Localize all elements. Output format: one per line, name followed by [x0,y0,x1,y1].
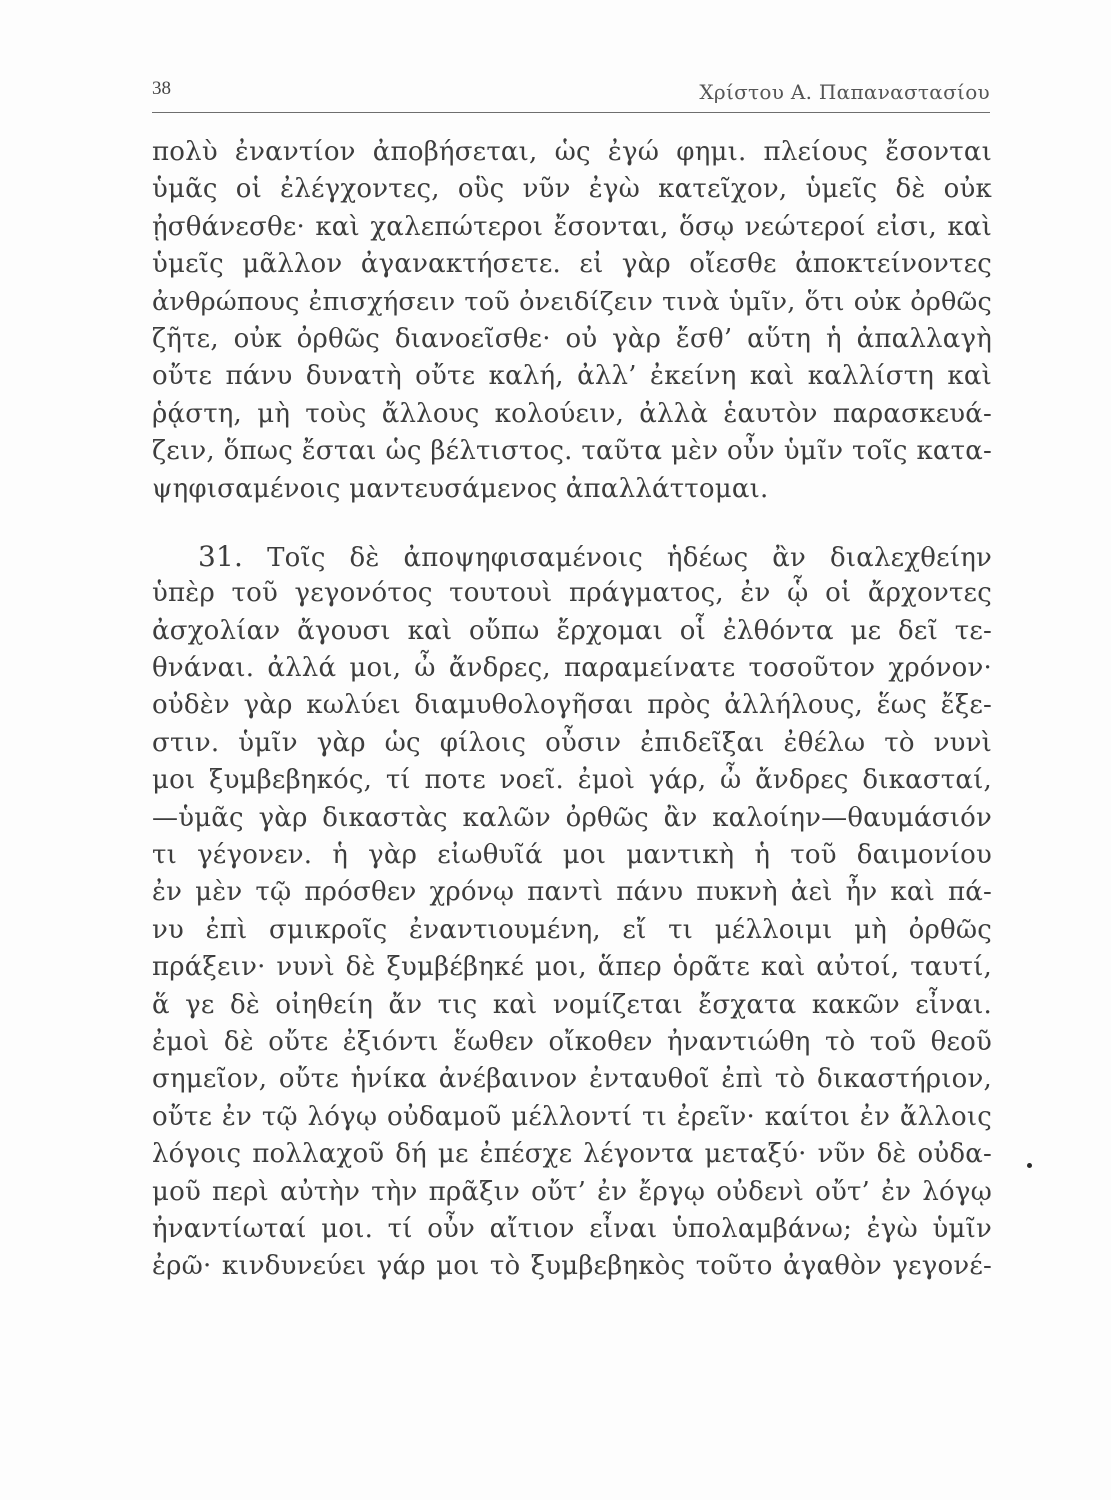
running-head: Χρίστου Α. Παπαναστασίου [699,80,990,104]
text-line: —ὑμᾶς γὰρ δικαστὰς καλῶν ὀρθῶς ἂν καλοίην—θαυμάσιόν [152,802,992,833]
text-line: ἀνθρώπους ἐπισχήσειν τοῦ ὀνειδίζειν τινὰ ὑμῖν, ὅτι οὐκ ὀρθῶς [152,286,992,317]
text-line: οὔτε πάνυ δυνατὴ οὔτε καλή, ἀλλ’ ἐκείνη καὶ καλλίστη καὶ [152,361,992,392]
text-line: στιν. ὑμῖν γὰρ ὡς φίλοις οὖσιν ἐπιδεῖξαι ἐθέλω τὸ νυνὶ [152,727,992,758]
page-number: 38 [152,78,171,99]
text-line: ἐρῶ· κινδυνεύει γάρ μοι τὸ ξυμβεβηκὸς τοῦτο ἀγαθὸν γεγονέ- [152,1251,992,1282]
text-line: ὑπὲρ τοῦ γεγονότος τουτουὶ πράγματος, ἐν ᾧ οἱ ἄρχοντες [152,578,992,609]
text-line: ψηφισαμένοις μαντευσάμενος ἀπαλλάττομαι. [152,473,769,504]
header-rule [152,112,990,113]
text-line: ζῆτε, οὐκ ὀρθῶς διανοεῖσθε· οὐ γὰρ ἔσθ’ αὕτη ἡ ἀπαλλαγὴ [152,323,992,354]
text-line: μοῦ περὶ αὐτὴν τὴν πρᾶξιν οὔτ’ ἐν ἔργῳ οὐδενὶ οὔτ’ ἐν λόγῳ [152,1176,992,1207]
text-line: πράξειν· νυνὶ δὲ ξυμβέβηκέ μοι, ἅπερ ὁρᾶτε καὶ αὐτοί, ταυτί, [152,952,992,983]
text-line: ἅ γε δὲ οἰηθείη ἄν τις καὶ νομίζεται ἔσχατα κακῶν εἶναι. [152,989,992,1020]
text-line: ὑμᾶς οἱ ἐλέγχοντες, οὓς νῦν ἐγὼ κατεῖχον, ὑμεῖς δὲ οὐκ [152,174,992,205]
text-line: λόγοις πολλαχοῦ δή με ἐπέσχε λέγοντα μεταξύ· νῦν δὲ οὐδα- [152,1139,992,1170]
text-line: μοι ξυμβεβηκός, τί ποτε νοεῖ. ἐμοὶ γάρ, ὦ ἄνδρες δικασταί, [152,765,992,796]
text-line: ἠναντίωταί μοι. τί οὖν αἴτιον εἶναι ὑπολαμβάνω; ἐγὼ ὑμῖν [152,1213,992,1244]
paragraph-1 [152,134,992,508]
text-line: τι γέγονεν. ἡ γὰρ εἰωθυῖά μοι μαντικὴ ἡ τοῦ δαιμονίου [152,840,992,871]
text-line: ἐν μὲν τῷ πρόσθεν χρόνῳ παντὶ πάνυ πυκνὴ ἀεὶ ἦν καὶ πά- [152,877,992,908]
paragraph-2 [152,538,992,1286]
text-line: ζειν, ὅπως ἔσται ὡς βέλτιστος. ταῦτα μὲν οὖν ὑμῖν τοῖς κατα- [152,436,992,467]
page-header [152,74,990,108]
text-line: οὐδὲν γὰρ κωλύει διαμυθολογῆσαι πρὸς ἀλλήλους, ἕως ἔξε- [152,690,992,721]
text-line: ᾐσθάνεσθε· καὶ χαλεπώτεροι ἔσονται, ὅσῳ νεώτεροί εἰσι, καὶ [152,211,992,242]
paragraph-gap [152,508,992,538]
text-line: ἀσχολίαν ἄγουσι καὶ οὔπω ἔρχομαι οἷ ἐλθόντα με δεῖ τε- [152,615,992,646]
text-line: ἐμοὶ δὲ οὔτε ἐξιόντι ἕωθεν οἴκοθεν ἠναντιώθη τὸ τοῦ θεοῦ [152,1026,992,1057]
text-line: πολὺ ἐναντίον ἀποβήσεται, ὡς ἐγώ φημι. πλείους ἔσονται [152,137,992,167]
text-line: ῥᾴστη, μὴ τοὺς ἄλλους κολούειν, ἀλλὰ ἑαυτὸν παρασκευά- [152,398,992,429]
text-line: σημεῖον, οὔτε ἡνίκα ἀνέβαινον ἐνταυθοῖ ἐπὶ τὸ δικαστήριον, [152,1064,992,1095]
text-line: ὑμεῖς μᾶλλον ἀγανακτήσετε. εἰ γὰρ οἴεσθε ἀποκτείνοντες [152,249,992,280]
body-text [152,134,992,1286]
text-line: οὔτε ἐν τῷ λόγῳ οὐδαμοῦ μέλλοντί τι ἐρεῖν· καίτοι ἐν ἄλλοις [152,1101,992,1132]
section-number: 31. [198,539,244,573]
text-line: θνάναι. ἀλλά μοι, ὦ ἄνδρες, παραμείνατε τοσοῦτον χρόνον· [152,653,992,684]
text-line: νυ ἐπὶ σμικροῖς ἐναντιουμένη, εἴ τι μέλλοιμι μὴ ὀρθῶς [152,914,992,945]
print-speck [1027,1163,1032,1168]
text-line-first [152,538,992,575]
text-line: Τοῖς δὲ ἀποψηφισαμένοις ἡδέως ἂν διαλεχθείην [267,542,992,573]
